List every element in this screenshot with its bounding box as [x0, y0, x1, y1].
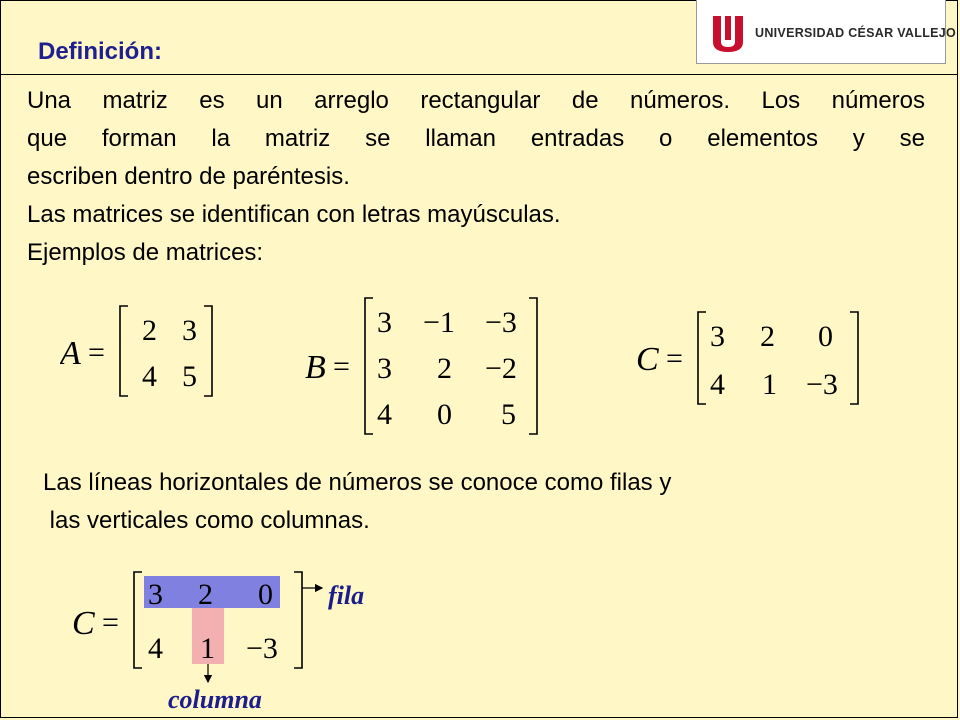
- matrix-c-equals: =: [666, 342, 683, 375]
- left-bracket: [134, 572, 142, 668]
- matrix-c-name: C: [636, 341, 659, 378]
- left-bracket: [365, 298, 373, 434]
- row-label: fila: [328, 581, 365, 610]
- matrix-a: [60, 300, 220, 400]
- rows-columns-note: [43, 464, 671, 540]
- matrix-entry: −3: [485, 306, 517, 339]
- diagram-matrix-name: C: [72, 605, 95, 642]
- matrix-a-equals: =: [88, 336, 105, 369]
- left-bracket: [120, 306, 128, 396]
- matrix-a-name: A: [60, 335, 81, 372]
- matrix-b-equals: =: [333, 350, 350, 383]
- paragraph-line: escriben dentro de paréntesis.: [27, 163, 350, 190]
- matrix-entry: 5: [501, 398, 516, 431]
- matrix-entry: 4: [710, 368, 725, 401]
- right-bracket: [294, 572, 302, 668]
- university-logo: [696, 0, 957, 64]
- matrix-b-name: B: [305, 349, 326, 386]
- logo-emblem-icon: [711, 14, 745, 52]
- definition-paragraph: [27, 82, 925, 272]
- matrix-entry: 2: [142, 314, 157, 347]
- right-bracket: [529, 298, 537, 434]
- page-heading: Definición:: [38, 38, 162, 65]
- note-line: Las líneas horizontales de números se conoce como filas y: [43, 469, 672, 496]
- matrix-entry: −2: [485, 352, 517, 385]
- right-bracket: [204, 306, 212, 396]
- matrix-entry: 3: [710, 320, 725, 353]
- matrix-entry: 0: [258, 578, 273, 611]
- logo-text: UNIVERSIDAD CÉSAR VALLEJO: [755, 26, 957, 40]
- paragraph-line: Ejemplos de matrices:: [27, 239, 264, 266]
- column-label: columna: [168, 685, 262, 714]
- matrix-entry: 3: [377, 306, 392, 339]
- matrix-entry: 3: [377, 352, 392, 385]
- matrix-entry: 4: [148, 632, 163, 665]
- title-divider: [0, 74, 958, 75]
- paragraph-line: Una matriz es un arreglo rectangular de números. Los números: [27, 87, 925, 114]
- paragraph-line: Las matrices se identifican con letras mayúsculas.: [27, 201, 561, 228]
- matrix-b: [305, 292, 545, 440]
- matrix-entry: 4: [142, 360, 157, 393]
- matrix-entry: 2: [198, 578, 213, 611]
- right-bracket: [850, 312, 858, 404]
- matrix-entry: 3: [148, 578, 163, 611]
- matrix-entry: 2: [760, 320, 775, 353]
- matrix-entry: 0: [818, 320, 833, 353]
- matrix-entry: 1: [200, 632, 215, 665]
- matrix-c: [636, 308, 866, 408]
- matrix-entry: 5: [182, 360, 197, 393]
- matrix-entry: 1: [762, 368, 777, 401]
- row-column-diagram: [72, 566, 392, 716]
- matrix-entry: 0: [437, 398, 452, 431]
- matrix-entry: −3: [246, 632, 278, 665]
- paragraph-line: que forman la matriz se llaman entradas o elementos y se: [27, 125, 925, 152]
- matrix-entry: 3: [182, 314, 197, 347]
- matrix-entry: −3: [806, 368, 838, 401]
- diagram-equals: =: [102, 606, 119, 639]
- matrix-entry: −1: [423, 306, 455, 339]
- matrix-entry: 2: [437, 352, 452, 385]
- note-line: las verticales como columnas.: [43, 507, 370, 534]
- left-bracket: [698, 312, 706, 404]
- matrix-entry: 4: [377, 398, 392, 431]
